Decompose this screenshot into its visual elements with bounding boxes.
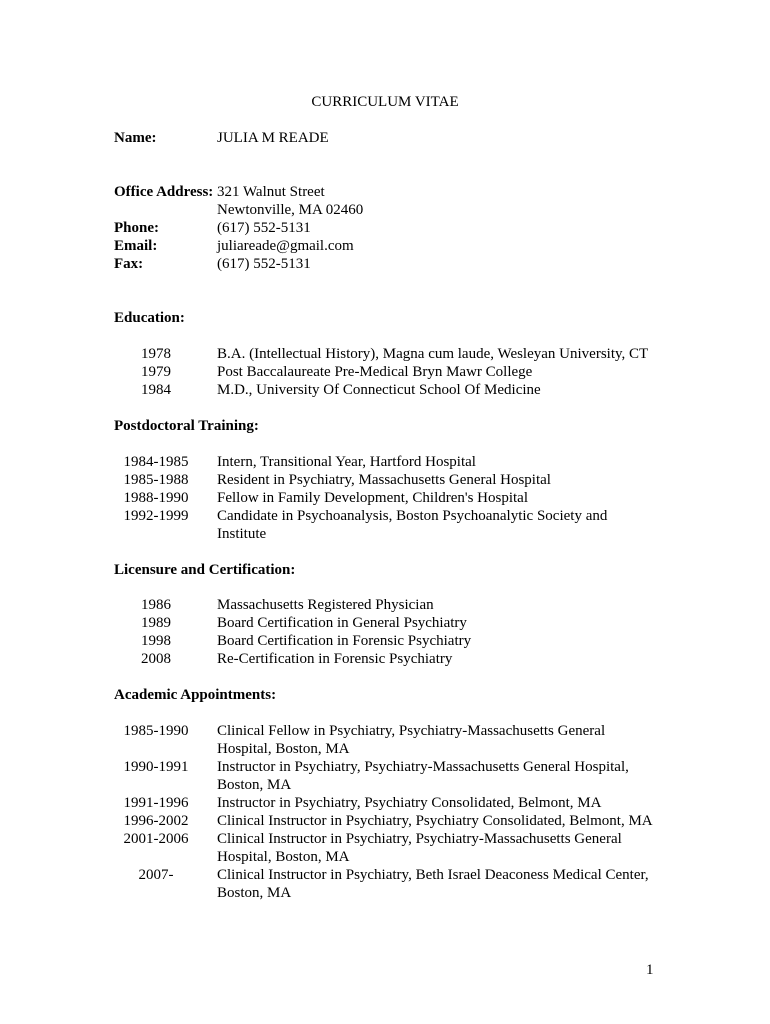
academic-entry: Instructor in Psychiatry, Psychiatry Consolidated, Belmont, MA xyxy=(217,795,602,811)
education-year: 1978 xyxy=(141,346,171,362)
name-value: JULIA M READE xyxy=(217,130,329,146)
education-heading: Education: xyxy=(114,310,185,326)
academic-year: 1990-1991 xyxy=(123,759,189,775)
page-number: 1 xyxy=(646,962,654,978)
licensure-heading: Licensure and Certification: xyxy=(114,562,296,578)
licensure-entry: Re-Certification in Forensic Psychiatry xyxy=(217,651,453,667)
postdoc-year: 1992-1999 xyxy=(123,508,189,524)
licensure-year: 1989 xyxy=(141,615,171,631)
academic-entry: Clinical Instructor in Psychiatry, Beth Israel Deaconess Medical Center, Boston, MA xyxy=(217,867,649,901)
academic-year: 1996-2002 xyxy=(123,813,189,829)
office-address-line2: Newtonville, MA 02460 xyxy=(217,202,364,218)
email-value: juliareade@gmail.com xyxy=(217,238,354,254)
licensure-entry: Board Certification in General Psychiatry xyxy=(217,615,467,631)
education-entry: Post Baccalaureate Pre-Medical Bryn Mawr College xyxy=(217,364,533,380)
document-title: CURRICULUM VITAE xyxy=(311,94,459,110)
office-address-line1: 321 Walnut Street xyxy=(217,184,325,200)
licensure-entry: Board Certification in Forensic Psychiatry xyxy=(217,633,472,649)
academic-entry: Clinical Fellow in Psychiatry, Psychiatry-Massachusetts General Hospital, Boston, MA xyxy=(217,723,606,757)
licensure-year: 1986 xyxy=(141,597,171,613)
postdoc-entry: Fellow in Family Development, Children's Hospital xyxy=(217,490,529,506)
licensure-entry: Massachusetts Registered Physician xyxy=(217,597,434,613)
education-year: 1984 xyxy=(141,382,171,398)
name-label: Name: xyxy=(114,130,157,146)
education-year: 1979 xyxy=(141,364,171,380)
academic-heading: Academic Appointments: xyxy=(114,687,277,703)
academic-year: 1991-1996 xyxy=(123,795,189,811)
office-address-label: Office Address: xyxy=(114,184,214,200)
education-entry: B.A. (Intellectual History), Magna cum laude, Wesleyan University, CT xyxy=(217,346,649,362)
postdoc-heading: Postdoctoral Training: xyxy=(114,418,259,434)
licensure-year: 2008 xyxy=(141,651,171,667)
education-entry: M.D., University Of Connecticut School Of Medicine xyxy=(217,382,541,398)
phone-value: (617) 552-5131 xyxy=(217,220,311,236)
postdoc-entry: Candidate in Psychoanalysis, Boston Psychoanalytic Society and Institute xyxy=(217,508,608,542)
phone-label: Phone: xyxy=(114,220,159,236)
academic-entry: Instructor in Psychiatry, Psychiatry-Massachusetts General Hospital, Boston, MA xyxy=(217,759,629,793)
fax-value: (617) 552-5131 xyxy=(217,256,311,272)
academic-entry: Clinical Instructor in Psychiatry, Psychiatry Consolidated, Belmont, MA xyxy=(217,813,653,829)
academic-year: 2001-2006 xyxy=(123,831,189,847)
postdoc-entry: Intern, Transitional Year, Hartford Hospital xyxy=(217,454,476,470)
postdoc-entry: Resident in Psychiatry, Massachusetts General Hospital xyxy=(217,472,551,488)
academic-entry: Clinical Instructor in Psychiatry, Psychiatry-Massachusetts General Hospital, Boston, MA xyxy=(217,831,622,865)
postdoc-year: 1985-1988 xyxy=(123,472,189,488)
email-label: Email: xyxy=(114,238,158,254)
licensure-year: 1998 xyxy=(141,633,171,649)
fax-label: Fax: xyxy=(114,256,144,272)
academic-year: 2007- xyxy=(138,867,174,883)
postdoc-year: 1984-1985 xyxy=(123,454,189,470)
academic-year: 1985-1990 xyxy=(123,723,189,739)
postdoc-year: 1988-1990 xyxy=(123,490,189,506)
